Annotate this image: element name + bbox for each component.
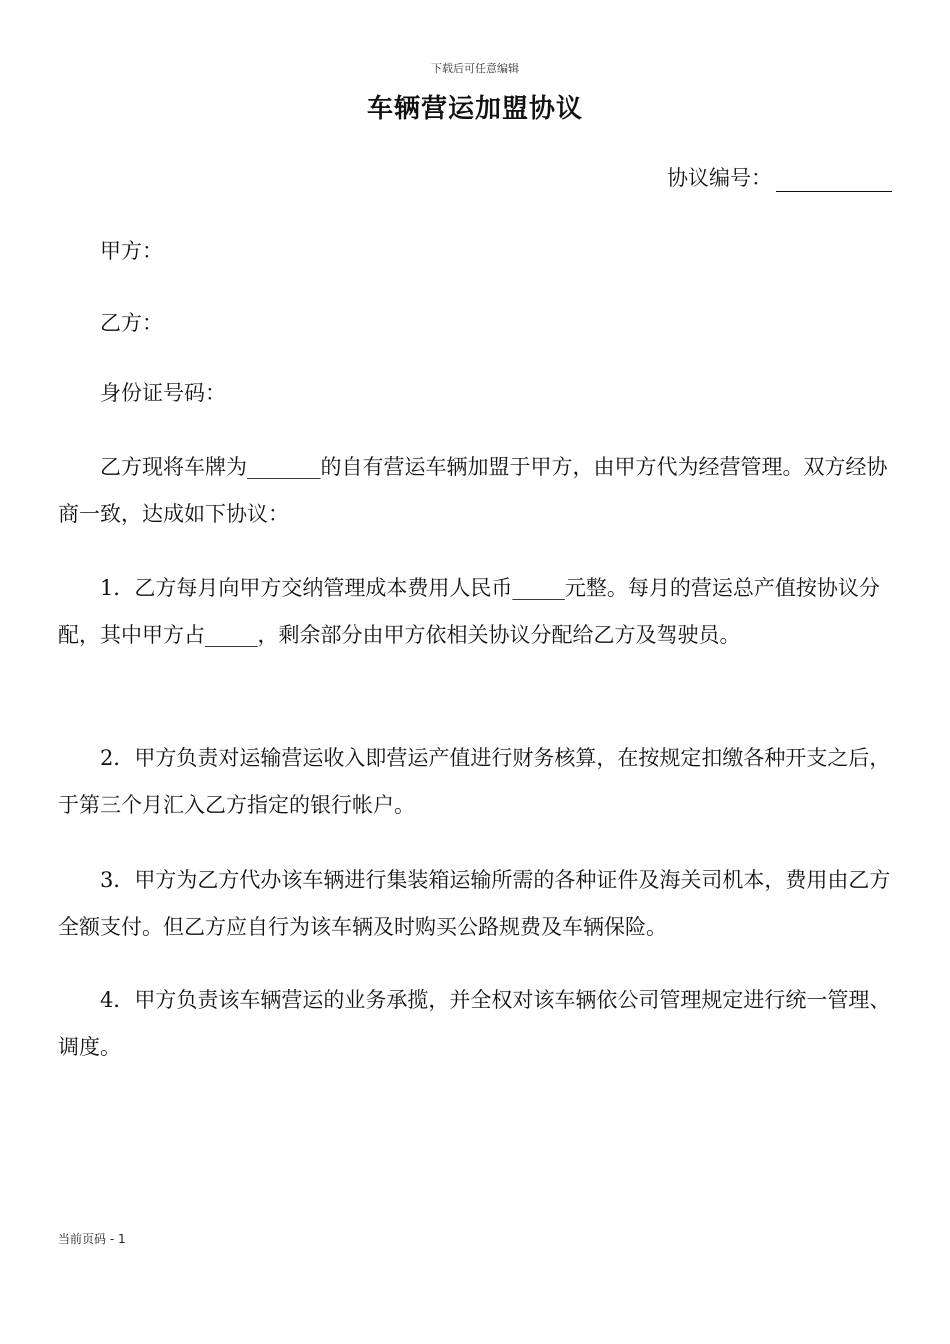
clause-1-text: 1．乙方每月向甲方交纳管理成本费用人民币_____元整。每月的营运总产值按协议分配，其中甲方占_____，剩余部分由甲方依相关协议分配给乙方及驾驶员。 — [58, 576, 880, 647]
party-b-line — [58, 300, 892, 347]
intro-text: 乙方现将车牌为_______的自有营运车辆加盟于甲方，由甲方代为经营管理。双方经协商一致，达成如下协议： — [58, 455, 888, 526]
clause-1 — [58, 565, 892, 659]
clause-3 — [58, 857, 892, 951]
party-a-line — [58, 228, 892, 275]
clause-4 — [58, 977, 892, 1071]
clause-2-text: 2．甲方负责对运输营运收入即营运产值进行财务核算，在按规定扣缴各种开支之后，于第三个月汇入乙方指定的银行帐户。 — [58, 746, 891, 817]
party-a-label: 甲方： — [100, 239, 163, 263]
document-title: 车辆营运加盟协议 — [366, 94, 583, 124]
id-number-line — [58, 370, 892, 417]
clause-4-text: 4．甲方负责该车辆营运的业务承揽，并全权对该车辆依公司管理规定进行统一管理、调度。 — [58, 988, 891, 1059]
intro-paragraph — [58, 444, 892, 538]
page-number: 当前页码 - 1 — [58, 1232, 126, 1246]
clause-2 — [58, 735, 892, 829]
agreement-number-label: 协议编号： — [667, 166, 772, 190]
party-b-label: 乙方： — [100, 311, 163, 335]
agreement-number — [667, 162, 892, 192]
id-number-label: 身份证号码： — [100, 381, 226, 405]
clause-3-text: 3．甲方为乙方代办该车辆进行集装箱运输所需的各种证件及海关司机本，费用由乙方全额支付。但乙方应自行为该车辆及时购买公路规费及车辆保险。 — [58, 868, 891, 939]
header-note: 下载后可任意编辑 — [431, 62, 519, 75]
agreement-number-blank — [776, 169, 892, 192]
